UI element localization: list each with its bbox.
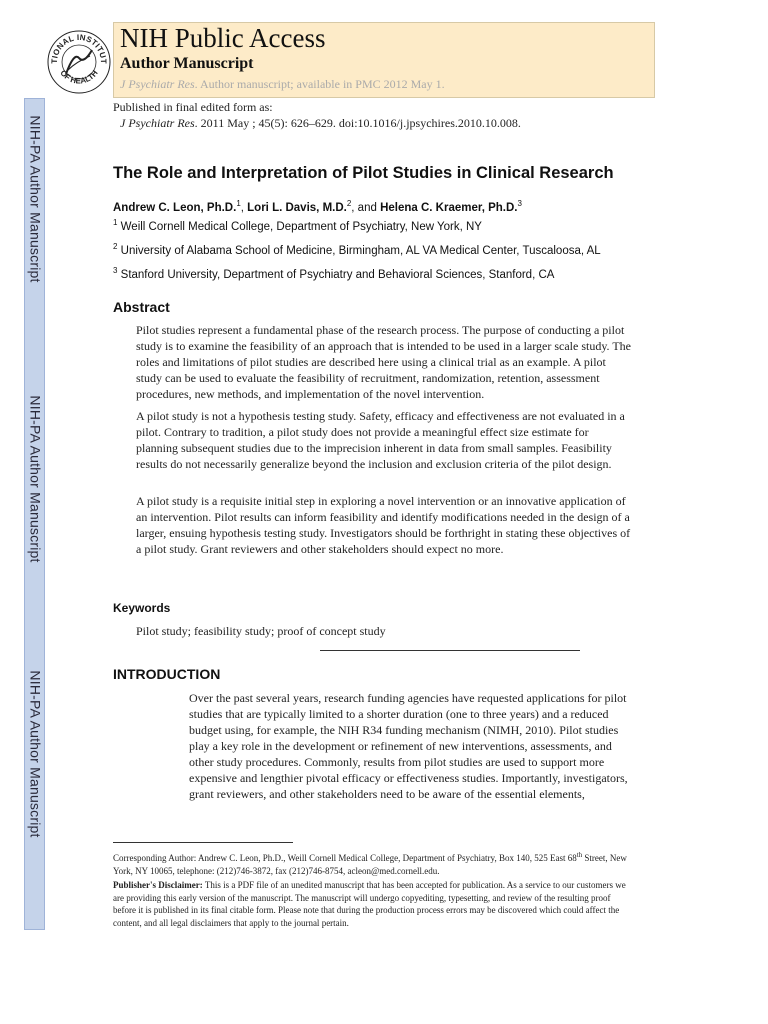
abstract-paragraph: A pilot study is a requisite initial step in exploring a novel intervention or an innovative application of an intervention. Pilot results can inform feasibility and identify modifications needed in the design of a larger, ensuing hypothesis testing study. Investigators should be forthright in stating these objectives of a pilot study. Grant reviewers and other stakeholders should expect no more. bbox=[136, 494, 631, 556]
published-citation: J Psychiatr Res. 2011 May ; 45(5): 626–629. doi:10.1016/j.jpsychires.2010.10.008. bbox=[120, 116, 521, 130]
sidebar-label: NIH-PA Author Manuscript bbox=[27, 395, 44, 563]
introduction-paragraph: Over the past several years, research funding agencies have requested applications for pilot studies that are typically limited to a shorter duration (one to three years) and a reduced budget using, for example, the NIH R34 funding mechanism (NIMH, 2010). Pilot studies play a key role in the development or refinement of new interventions, assessments, and other study procedures. Commonly, results from pilot studies are used to support more expensive and lengthier pivotal efficacy or effectiveness studies. Importantly, investigators, grant reviewers, and other stakeholders need to be aware of the essential elements, bbox=[189, 691, 628, 801]
abstract-heading: Abstract bbox=[113, 299, 170, 315]
svg-text:OF HEALTH: OF HEALTH bbox=[58, 68, 100, 86]
corresponding-author-note: Corresponding Author: Andrew C. Leon, Ph.D., Weill Cornell Medical College, Department of Psychiatry, Box 140, 525 East 68th Street, New York, NY 10065, telephone: (212)746-3872, fax (212)746-8754, acleon@med.cornell.edu. bbox=[113, 851, 627, 876]
introduction-heading: INTRODUCTION bbox=[113, 666, 221, 682]
header-citation: J Psychiatr Res. Author manuscript; available in PMC 2012 May 1. bbox=[120, 77, 445, 91]
author-manuscript-sidebar bbox=[24, 98, 45, 930]
author-name: Andrew C. Leon, Ph.D. bbox=[113, 202, 237, 214]
affiliation: $^1$ Weill Cornell Medical College, Department of Psychiatry, New York, NY bbox=[113, 218, 482, 233]
abstract-paragraph: A pilot study is not a hypothesis testing study. Safety, efficacy and effectiveness are not evaluated in a pilot. Contrary to tradition, a pilot study does not provide a meaningful effect size estimate for planning subsequent studies due to the imprecision inherent in data from small samples. Feasibility results do not necessarily generalize beyond the inclusion and exclusion criteria of the pilot design. bbox=[136, 409, 625, 471]
author-name: Lori L. Davis, M.D. bbox=[247, 202, 347, 214]
author-list: Andrew C. Leon, Ph.D.$^1$, Lori L. Davis, M.D.$^2$, and Helena C. Kraemer, Ph.D.$^3$ bbox=[113, 199, 522, 214]
affiliation: $^2$ University of Alabama School of Medicine, Birmingham, AL VA Medical Center, Tuscaloosa, AL bbox=[113, 242, 601, 257]
footnote-divider bbox=[113, 842, 293, 843]
svg-text:NATIONAL INSTITUTES: TIONAL INSTITUT bbox=[49, 32, 109, 65]
nih-seal-logo bbox=[44, 22, 114, 98]
section-divider bbox=[320, 650, 580, 651]
article-title: The Role and Interpretation of Pilot Studies in Clinical Research bbox=[113, 164, 614, 182]
publisher-disclaimer: Publisher's Disclaimer: This is a PDF file of an unedited manuscript that has been accepted for publication. As a service to our customers we are providing this early version of the manuscript. The manuscript will undergo copyediting, typesetting, and review of the resulting proof before it is published in its final citable form. Please note that during the production process errors may be discovered which could affect the content, and all legal disclaimers that apply to the journal pertain. bbox=[113, 880, 626, 928]
published-label: Published in final edited form as: bbox=[113, 100, 273, 114]
header-title: NIH Public Access bbox=[120, 23, 326, 53]
keywords-heading: Keywords bbox=[113, 601, 171, 615]
sidebar-label: NIH-PA Author Manuscript bbox=[27, 670, 44, 838]
header-subtitle: Author Manuscript bbox=[120, 55, 254, 72]
published-in bbox=[113, 99, 521, 131]
author-name: Helena C. Kraemer, Ph.D. bbox=[380, 202, 518, 214]
sidebar-label: NIH-PA Author Manuscript bbox=[27, 115, 44, 283]
nih-public-access-header bbox=[113, 22, 655, 98]
abstract-paragraph: Pilot studies represent a fundamental phase of the research process. The purpose of conducting a pilot study is to examine the feasibility of an approach that is intended to be used in a larger scale study. The roles and limitations of pilot studies are described here using a clinical trial as an example. A pilot study can be used to evaluate the feasibility of recruitment, randomization, retention, assessment procedures, new methods, and implementation of the novel intervention. bbox=[136, 323, 631, 401]
keywords-text: Pilot study; feasibility study; proof of concept study bbox=[136, 624, 386, 638]
affiliation: $^3$ Stanford University, Department of Psychiatry and Behavioral Sciences, Stanford, CA bbox=[113, 266, 555, 281]
